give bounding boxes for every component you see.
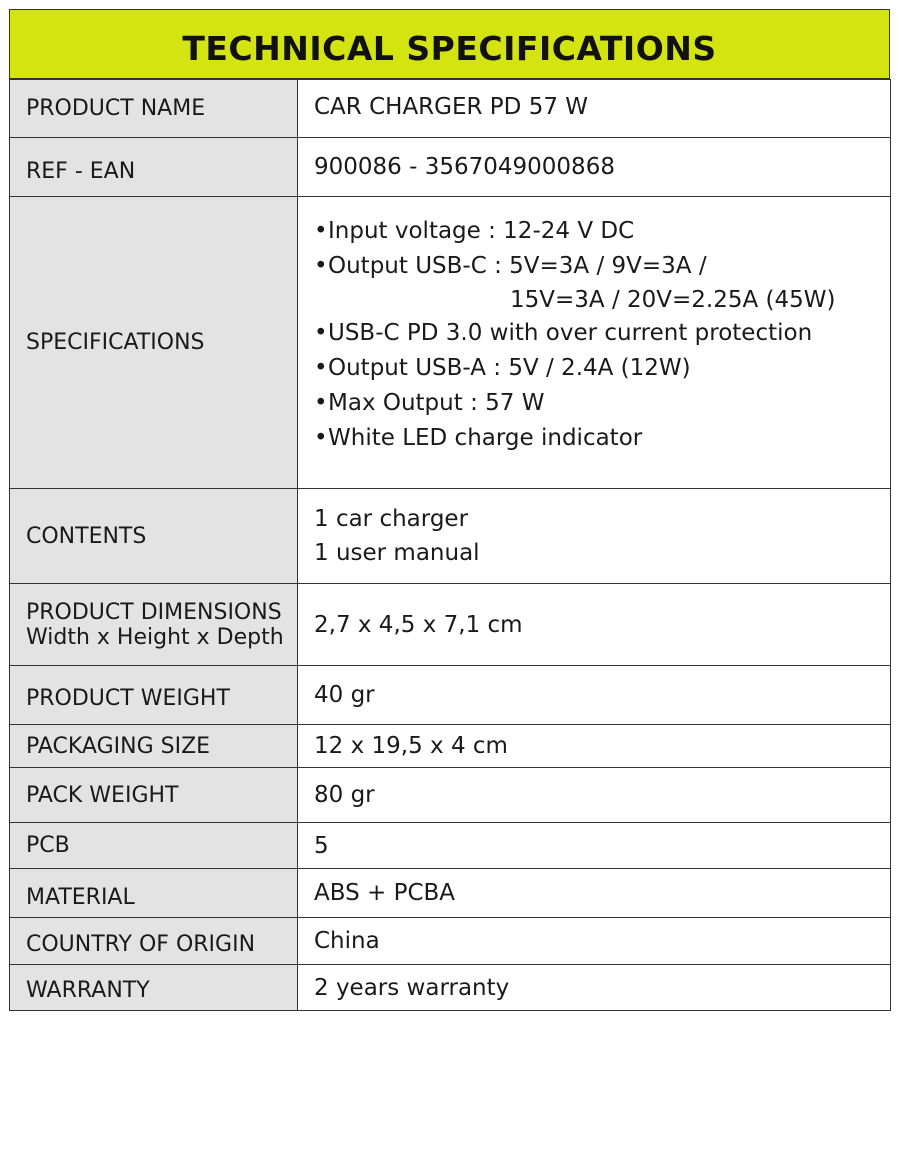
- row-label: CONTENTS: [10, 489, 298, 584]
- table-row: [10, 918, 891, 965]
- bullet-icon: •: [314, 320, 328, 346]
- row-label: SPECIFICATIONS: [10, 197, 298, 489]
- table-row: [10, 138, 891, 197]
- row-value: 40 gr: [298, 666, 891, 725]
- bullet-icon: •: [314, 218, 328, 244]
- list-item: • Input voltage : 12-24 V DC: [314, 214, 890, 249]
- row-value: 5: [298, 823, 891, 869]
- dimensions-sublabel: Width x Height x Depth: [26, 624, 284, 650]
- row-value: 2 years warranty: [298, 965, 891, 1011]
- row-value: 2,7 x 4,5 x 7,1 cm: [298, 584, 891, 666]
- table-row: [10, 823, 891, 869]
- row-label: REF - EAN: [10, 138, 298, 197]
- contents-line: 1 car charger: [314, 506, 469, 532]
- table-row: [10, 869, 891, 918]
- row-value: ABS + PCBA: [298, 869, 891, 918]
- bullet-icon: •: [314, 253, 328, 279]
- row-value: China: [298, 918, 891, 965]
- row-value: 80 gr: [298, 768, 891, 823]
- row-label: PRODUCT NAME: [10, 80, 298, 138]
- page-title: TECHNICAL SPECIFICATIONS: [182, 28, 717, 68]
- table-row: [10, 725, 891, 768]
- bullet-icon: •: [314, 425, 328, 451]
- row-label: MATERIAL: [10, 869, 298, 918]
- table-row: [10, 666, 891, 725]
- table-row: [10, 768, 891, 823]
- row-label: [10, 584, 298, 666]
- spec-list: [314, 214, 890, 456]
- row-label: WARRANTY: [10, 965, 298, 1011]
- contents-line: 1 user manual: [314, 540, 480, 566]
- row-value: [298, 197, 891, 489]
- list-item: • Max Output : 57 W: [314, 386, 890, 421]
- row-label: PACKAGING SIZE: [10, 725, 298, 768]
- table-row: [10, 197, 891, 489]
- dimensions-label: PRODUCT DIMENSIONS: [26, 599, 282, 625]
- table-row: [10, 489, 891, 584]
- spec-table: [9, 79, 891, 1011]
- table-row: [10, 965, 891, 1011]
- row-label: PCB: [10, 823, 298, 869]
- row-value: [298, 489, 891, 584]
- list-item-continued: 15V=3A / 20V=2.25A (45W): [510, 287, 836, 313]
- list-item: • USB-C PD 3.0 with over current protection: [314, 316, 890, 351]
- row-label: COUNTRY OF ORIGIN: [10, 918, 298, 965]
- row-value: 900086 - 3567049000868: [298, 138, 891, 197]
- row-label: PRODUCT WEIGHT: [10, 666, 298, 725]
- row-label: PACK WEIGHT: [10, 768, 298, 823]
- table-row: [10, 80, 891, 138]
- table-row: [10, 584, 891, 666]
- title-bar: [9, 9, 890, 79]
- spec-sheet: [9, 9, 890, 1011]
- list-item: • White LED charge indicator: [314, 421, 890, 456]
- list-item: • Output USB-A : 5V / 2.4A (12W): [314, 351, 890, 386]
- list-item: • Output USB-C : 5V=3A / 9V=3A /: [314, 249, 890, 284]
- row-value: 12 x 19,5 x 4 cm: [298, 725, 891, 768]
- bullet-icon: •: [314, 355, 328, 381]
- bullet-icon: •: [314, 390, 328, 416]
- row-value: CAR CHARGER PD 57 W: [298, 80, 891, 138]
